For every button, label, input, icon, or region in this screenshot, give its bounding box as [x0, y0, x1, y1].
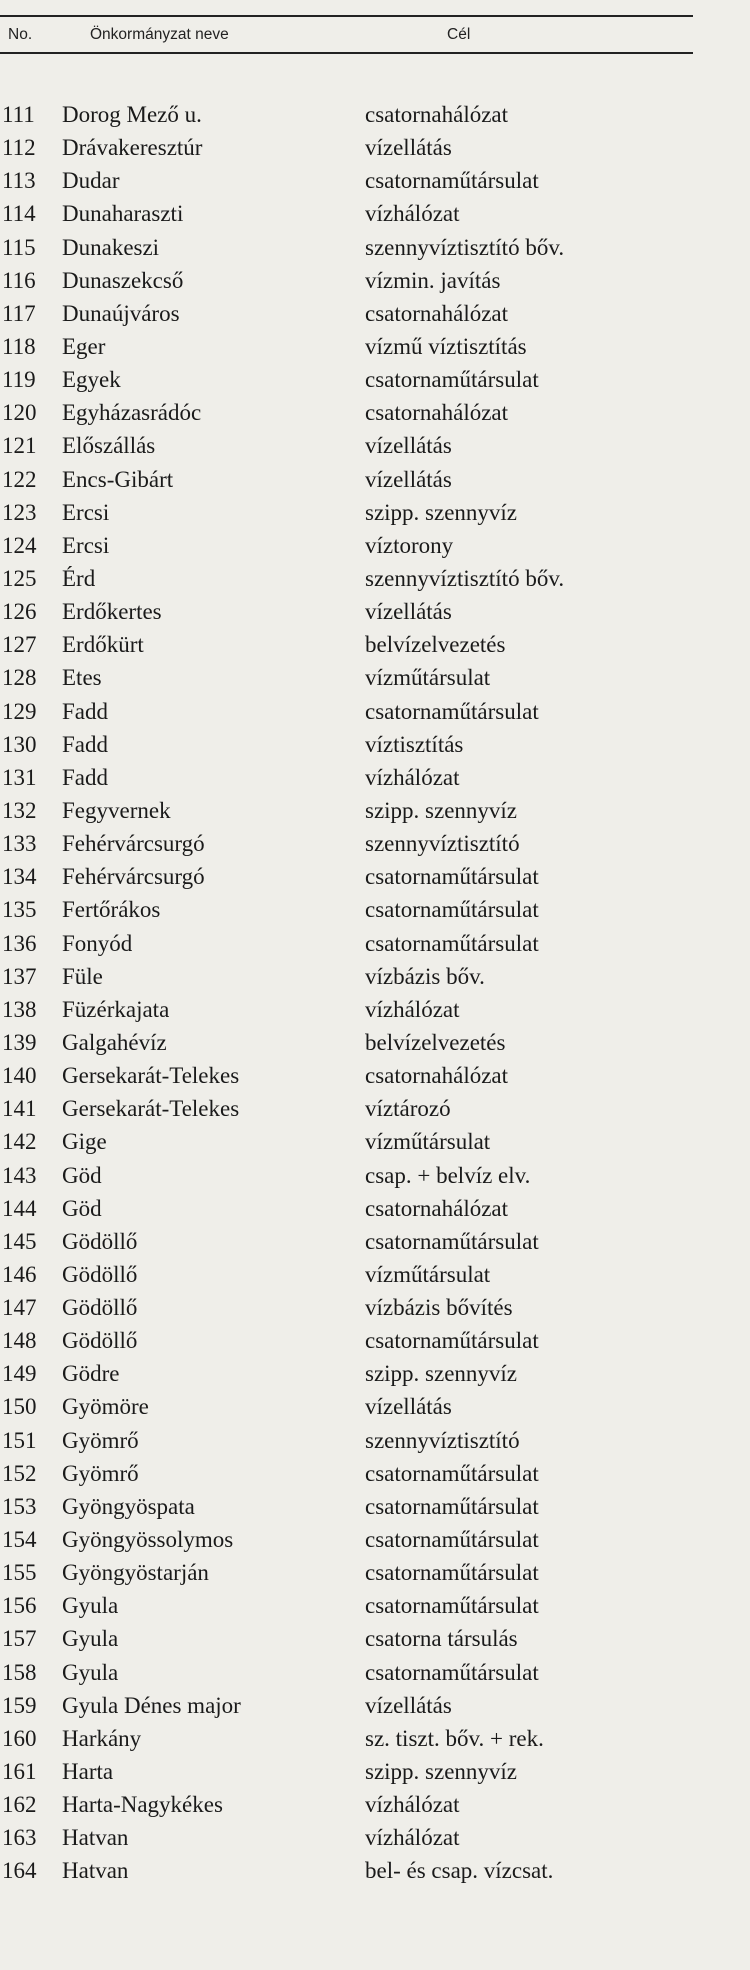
table-row [0, 595, 693, 628]
header-goal: Cél [447, 26, 471, 43]
table-row [0, 164, 693, 197]
project-goal: vízbázis bőv. [365, 963, 485, 989]
row-number: 122 [2, 466, 37, 492]
table-row [0, 1159, 693, 1192]
table-header [0, 22, 693, 48]
project-goal: csatornaműtársulat [365, 367, 539, 393]
row-number: 155 [2, 1560, 37, 1586]
project-goal: vízellátás [365, 433, 452, 459]
municipality-name: Dunaharaszti [62, 201, 184, 227]
table-row [0, 1026, 693, 1059]
table-row [0, 728, 693, 761]
project-goal: csatornaműtársulat [365, 698, 539, 724]
project-goal: szipp. szennyvíz [365, 1759, 518, 1785]
table-row [0, 1258, 693, 1291]
table-row [0, 661, 693, 694]
table-row [0, 1788, 693, 1821]
table-row [0, 231, 693, 264]
row-number: 150 [2, 1394, 37, 1420]
table-row [0, 1390, 693, 1423]
municipality-name: Drávakeresztúr [62, 135, 203, 161]
municipality-name: Erdőkürt [62, 632, 144, 658]
row-number: 121 [2, 433, 37, 459]
project-goal: csatornaműtársulat [365, 1460, 539, 1486]
table-row [0, 529, 693, 562]
row-number: 142 [2, 1129, 37, 1155]
row-number: 133 [2, 831, 37, 857]
table-row [0, 1556, 693, 1589]
municipality-name: Gödöllő [62, 1228, 138, 1254]
row-number: 112 [2, 135, 36, 161]
row-number: 126 [2, 599, 37, 625]
row-number: 148 [2, 1328, 37, 1354]
table-row [0, 1291, 693, 1324]
municipality-name: Harkány [62, 1725, 142, 1751]
project-goal: csatornaműtársulat [365, 1328, 539, 1354]
row-number: 117 [2, 300, 36, 326]
project-goal: vízhálózat [365, 201, 460, 227]
municipality-name: Fehérvárcsurgó [62, 831, 205, 857]
municipality-name: Dorog Mező u. [62, 102, 202, 127]
municipality-name: Dunaszekcső [62, 267, 184, 293]
project-goal: vízellátás [365, 599, 452, 625]
project-goal: csatornaműtársulat [365, 897, 539, 923]
row-number: 140 [2, 1063, 37, 1089]
table-row [0, 1589, 693, 1622]
row-number: 146 [2, 1261, 37, 1287]
project-goal: csatornahálózat [365, 1063, 509, 1089]
table-row [0, 1059, 693, 1092]
project-goal: csatornahálózat [365, 1195, 509, 1221]
municipality-name: Fertőrákos [62, 897, 161, 923]
table-row [0, 1755, 693, 1788]
table-row [0, 396, 693, 429]
table-row [0, 993, 693, 1026]
municipality-name: Hatvan [62, 1858, 129, 1884]
project-goal: csatornaműtársulat [365, 1493, 539, 1519]
municipality-name: Dudar [62, 168, 120, 194]
project-goal: vízellátás [365, 135, 452, 161]
project-goal: csatornahálózat [365, 400, 509, 426]
municipality-name: Erdőkertes [62, 599, 162, 625]
table-row [0, 761, 693, 794]
municipality-name: Gyöngyöstarján [62, 1560, 209, 1586]
table-row [0, 628, 693, 661]
row-number: 161 [2, 1759, 37, 1785]
table-row [0, 1656, 693, 1689]
municipality-name: Füzérkajata [62, 996, 170, 1022]
row-number: 137 [2, 963, 37, 989]
row-number: 144 [2, 1195, 37, 1221]
municipality-name: Hatvan [62, 1825, 129, 1851]
project-goal: víztorony [365, 532, 454, 558]
project-goal: belvízelvezetés [365, 1029, 506, 1055]
table-row [0, 794, 693, 827]
table-row [0, 131, 693, 164]
municipality-name: Gyöngyössolymos [62, 1527, 234, 1553]
municipality-name: Göd [62, 1195, 102, 1221]
table-row [0, 1357, 693, 1390]
project-goal: bel- és csap. vízcsat. [365, 1858, 554, 1884]
table-row [0, 1821, 693, 1854]
table-row [0, 330, 693, 363]
row-number: 162 [2, 1792, 37, 1818]
table-row [0, 893, 693, 926]
table-row [0, 98, 693, 131]
project-goal: vízhálózat [365, 1825, 460, 1851]
row-number: 159 [2, 1692, 37, 1718]
table-row [0, 1125, 693, 1158]
municipality-name: Dunaújváros [62, 300, 180, 326]
table-row [0, 1854, 693, 1887]
municipality-name: Füle [62, 963, 103, 989]
municipality-name: Gyöngyöspata [62, 1493, 195, 1519]
table-row [0, 1622, 693, 1655]
municipality-name: Gödöllő [62, 1261, 138, 1287]
row-number: 164 [2, 1858, 37, 1884]
municipality-name: Fehérvárcsurgó [62, 864, 205, 890]
header-no: No. [8, 26, 33, 43]
row-number: 143 [2, 1162, 37, 1188]
header-name: Önkormányzat neve [90, 26, 229, 43]
project-goal: csatornaműtársulat [365, 930, 539, 956]
project-goal: csatornaműtársulat [365, 168, 539, 194]
row-number: 124 [2, 532, 37, 558]
table-row [0, 1722, 693, 1755]
row-number: 125 [2, 565, 37, 591]
table-row [0, 1523, 693, 1556]
municipality-name: Előszállás [62, 433, 156, 459]
municipality-name: Egyházasrádóc [62, 400, 202, 426]
project-goal: szennyvíztisztító [365, 1427, 520, 1453]
project-goal: vízműtársulat [365, 665, 491, 691]
municipality-name: Harta-Nagykékes [62, 1792, 223, 1818]
municipality-name: Gyula Dénes major [62, 1692, 241, 1718]
row-number: 115 [2, 234, 36, 260]
top-rule [0, 15, 693, 17]
row-number: 153 [2, 1493, 37, 1519]
row-number: 157 [2, 1626, 37, 1652]
municipality-name: Galgahévíz [62, 1029, 167, 1055]
municipality-name: Gyömrő [62, 1460, 139, 1486]
table-body [0, 98, 693, 1888]
table-row [0, 496, 693, 529]
row-number: 130 [2, 731, 37, 757]
municipality-name: Gödöllő [62, 1328, 138, 1354]
row-number: 111 [2, 102, 35, 127]
municipality-name: Göd [62, 1162, 102, 1188]
municipality-name: Encs-Gibárt [62, 466, 174, 492]
table-row [0, 429, 693, 462]
row-number: 123 [2, 499, 37, 525]
project-goal: szipp. szennyvíz [365, 499, 518, 525]
municipality-name: Gyula [62, 1659, 119, 1685]
project-goal: víztározó [365, 1096, 451, 1122]
row-number: 147 [2, 1295, 37, 1321]
table-row [0, 1192, 693, 1225]
table-row [0, 1424, 693, 1457]
project-goal: szipp. szennyvíz [365, 797, 518, 823]
municipality-name: Gige [62, 1129, 107, 1155]
municipality-name: Ercsi [62, 499, 110, 525]
project-goal: vízellátás [365, 1692, 452, 1718]
table-row [0, 1689, 693, 1722]
row-number: 152 [2, 1460, 37, 1486]
table-row [0, 264, 693, 297]
municipality-name: Harta [62, 1759, 114, 1785]
table-row [0, 297, 693, 330]
table-row [0, 960, 693, 993]
row-number: 128 [2, 665, 37, 691]
municipality-name: Dunakeszi [62, 234, 160, 260]
project-goal: csatornaműtársulat [365, 1228, 539, 1254]
row-number: 136 [2, 930, 37, 956]
row-number: 127 [2, 632, 37, 658]
header-rule [0, 52, 693, 54]
project-goal: vízműtársulat [365, 1261, 491, 1287]
municipality-name: Fadd [62, 764, 108, 790]
table-row [0, 1324, 693, 1357]
project-goal: csatornaműtársulat [365, 1593, 539, 1619]
project-goal: vízmű víztisztítás [365, 333, 527, 359]
project-goal: víztisztítás [365, 731, 464, 757]
table-row [0, 860, 693, 893]
municipality-name: Etes [62, 665, 102, 691]
row-number: 131 [2, 764, 37, 790]
row-number: 113 [2, 168, 36, 194]
municipality-name: Érd [62, 565, 96, 591]
row-number: 154 [2, 1527, 37, 1553]
municipality-name: Gyömöre [62, 1394, 149, 1420]
table-row [0, 695, 693, 728]
municipality-name: Fadd [62, 698, 108, 724]
municipality-name: Gyömrő [62, 1427, 139, 1453]
project-goal: vízhálózat [365, 1792, 460, 1818]
row-number: 116 [2, 267, 36, 293]
project-goal: vízbázis bővítés [365, 1295, 513, 1321]
project-goal: vízhálózat [365, 764, 460, 790]
table-row [0, 1225, 693, 1258]
municipality-name: Gersekarát-Telekes [62, 1096, 240, 1122]
row-number: 114 [2, 201, 36, 227]
municipality-name: Gödöllő [62, 1295, 138, 1321]
project-goal: vízhálózat [365, 996, 460, 1022]
project-goal: csatornaműtársulat [365, 1527, 539, 1553]
row-number: 129 [2, 698, 37, 724]
project-goal: csap. + belvíz elv. [365, 1162, 531, 1188]
municipality-name: Gyula [62, 1593, 119, 1619]
project-goal: belvízelvezetés [365, 632, 506, 658]
project-goal: szennyvíztisztító bőv. [365, 234, 565, 260]
project-goal: szennyvíztisztító bőv. [365, 565, 565, 591]
row-number: 134 [2, 864, 37, 890]
row-number: 151 [2, 1427, 37, 1453]
project-goal: csatornaműtársulat [365, 1659, 539, 1685]
project-goal: vízműtársulat [365, 1129, 491, 1155]
table-row [0, 463, 693, 496]
project-goal: szipp. szennyvíz [365, 1361, 518, 1387]
row-number: 132 [2, 797, 37, 823]
project-goal: csatornahálózat [365, 300, 509, 326]
municipality-name: Fadd [62, 731, 108, 757]
row-number: 135 [2, 897, 37, 923]
municipality-name: Egyek [62, 367, 121, 393]
row-number: 139 [2, 1029, 37, 1055]
project-goal: vízmin. javítás [365, 267, 501, 293]
municipality-name: Eger [62, 333, 106, 359]
project-goal: szennyvíztisztító [365, 831, 520, 857]
project-goal: vízellátás [365, 466, 452, 492]
municipality-name: Gersekarát-Telekes [62, 1063, 240, 1089]
table-row [0, 1092, 693, 1125]
table-row [0, 562, 693, 595]
row-number: 120 [2, 400, 37, 426]
project-goal: csatorna társulás [365, 1626, 518, 1652]
municipality-name: Gödre [62, 1361, 120, 1387]
row-number: 138 [2, 996, 37, 1022]
row-number: 160 [2, 1725, 37, 1751]
table-row [0, 827, 693, 860]
project-goal: csatornaműtársulat [365, 864, 539, 890]
row-number: 149 [2, 1361, 37, 1387]
municipality-name: Ercsi [62, 532, 110, 558]
table-row [0, 197, 693, 230]
municipality-name: Fonyód [62, 930, 133, 956]
project-goal: csatornaműtársulat [365, 1560, 539, 1586]
row-number: 158 [2, 1659, 37, 1685]
project-goal: sz. tiszt. bőv. + rek. [365, 1725, 544, 1751]
row-number: 156 [2, 1593, 37, 1619]
table-row [0, 1457, 693, 1490]
table-row [0, 1490, 693, 1523]
municipality-name: Fegyvernek [62, 797, 171, 823]
row-number: 119 [2, 367, 36, 393]
row-number: 141 [2, 1096, 37, 1122]
municipality-name: Gyula [62, 1626, 119, 1652]
project-goal: vízellátás [365, 1394, 452, 1420]
row-number: 145 [2, 1228, 37, 1254]
row-number: 163 [2, 1825, 37, 1851]
table-row [0, 927, 693, 960]
row-number: 118 [2, 333, 36, 359]
table-row [0, 363, 693, 396]
project-goal: csatornahálózat [365, 102, 509, 127]
